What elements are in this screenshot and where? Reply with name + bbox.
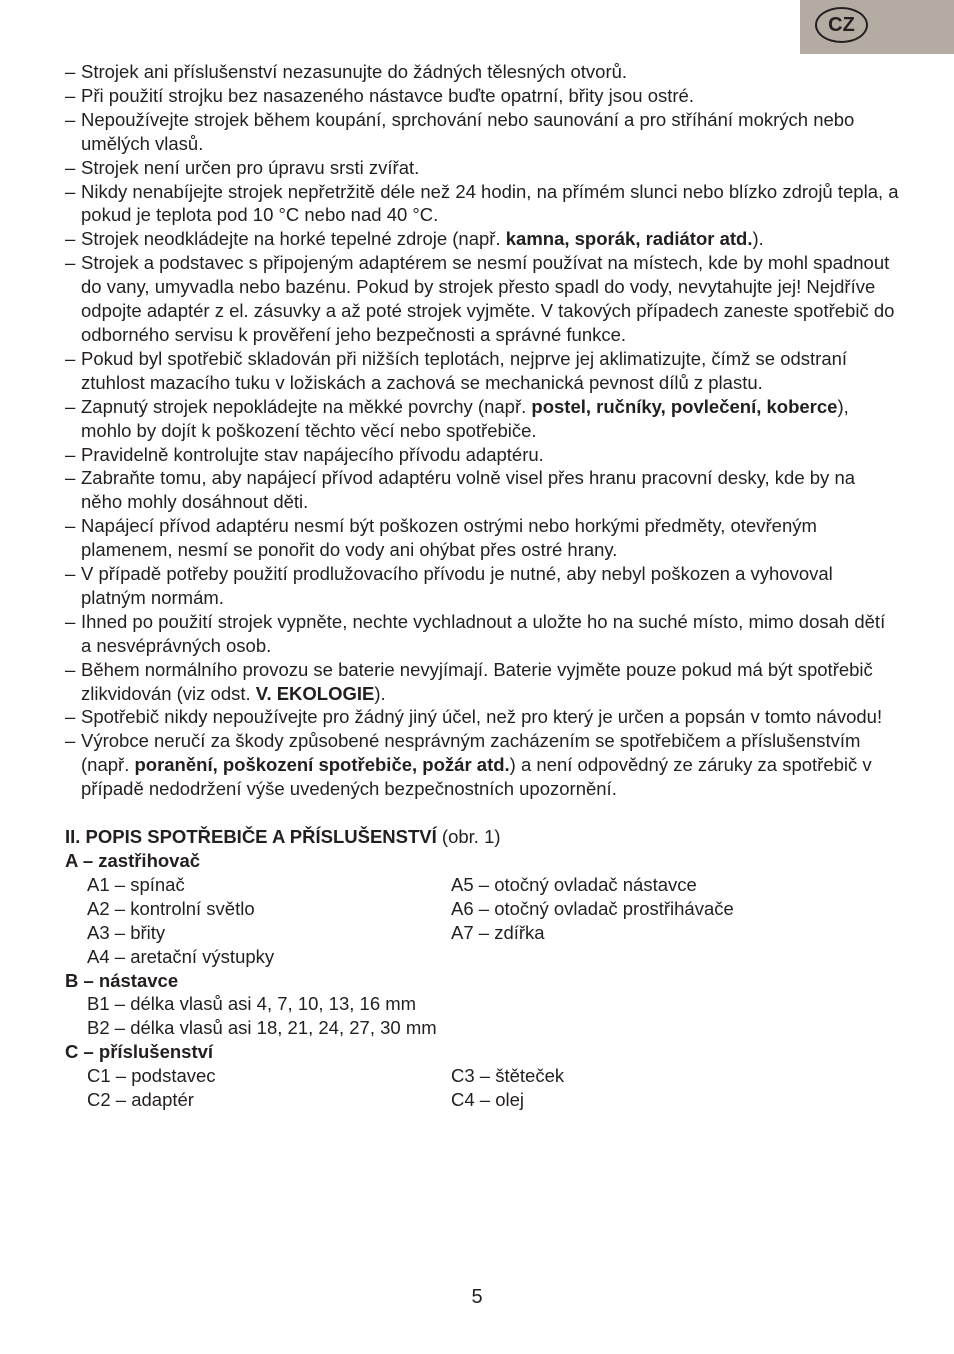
warning-item [65, 729, 900, 801]
group-items [87, 873, 900, 969]
part-item: A1 – spínač [87, 873, 185, 895]
warning-item [65, 443, 900, 467]
warning-text: Při použití strojku bez nasazeného nástavce buďte opatrní, břity jsou ostré. [81, 84, 694, 106]
part-item: B1 – délka vlasů asi 4, 7, 10, 13, 16 mm [87, 993, 417, 1015]
safety-warnings-list [65, 60, 900, 801]
warning-item [65, 395, 900, 443]
group-title: B – nástavce [65, 969, 179, 991]
warning-text: Strojek není určen pro úpravu srsti zvířat. [81, 156, 420, 178]
warning-item [65, 562, 900, 610]
list-dash: – [65, 467, 76, 489]
language-tab [800, 0, 954, 54]
warning-item [65, 108, 900, 156]
list-dash: – [65, 156, 76, 178]
list-dash: – [65, 515, 76, 537]
part-item: A5 – otočný ovladač nástavce [451, 873, 697, 895]
warning-item [65, 227, 900, 251]
part-item: A7 – zdířka [451, 921, 545, 943]
warning-item [65, 514, 900, 562]
part-item: C3 – štěteček [451, 1065, 565, 1087]
section-title-text: II. POPIS SPOTŘEBIČE A PŘÍSLUŠENSTVÍ [65, 826, 437, 848]
warning-text: Strojek ani příslušenství nezasunujte do žádných tělesných otvorů. [81, 61, 628, 82]
warning-text: Nepoužívejte strojek během koupání, sprchování nebo saunování a pro stříhání mokrých nebo umělých vlasů. [81, 108, 855, 154]
warning-item [65, 60, 900, 84]
warning-emphasis: V. EKOLOGIE [255, 682, 375, 704]
part-item: C4 – olej [451, 1089, 525, 1111]
warning-text: ), mohlo by dojít k poškození těchto věcí nebo spotřebiče. [81, 395, 849, 441]
list-dash: – [65, 443, 76, 465]
warning-text: Ihned po použití strojek vypněte, nechte vychladnout a uložte ho na suché místo, mimo dosah dětí a nesvéprávných osob. [81, 610, 886, 656]
warning-item [65, 466, 900, 514]
part-item: A2 – kontrolní světlo [87, 897, 255, 919]
list-dash: – [65, 347, 76, 369]
part-item: A3 – břity [87, 921, 166, 943]
warning-item [65, 84, 900, 108]
group-title: A – zastřihovač [65, 850, 201, 871]
language-badge: CZ [815, 7, 868, 43]
list-dash: – [65, 563, 76, 585]
warning-text: ) a není odpovědný ze záruky za spotřebič v případě nedodržení výše uvedených bezpečnostních upozornění. [81, 754, 872, 800]
warning-item [65, 610, 900, 658]
section-figure-ref: (obr. 1) [436, 826, 501, 848]
list-dash: – [65, 395, 76, 417]
warning-text: Pokud byl spotřebič skladován při nižších teplotách, nejprve jej aklimatizujte, čímž se odstraní ztuhlost mazacího tuku v ložiskách a zachová se mechanická pevnost dílů z plastu. [81, 347, 848, 393]
part-item: C1 – podstavec [87, 1065, 216, 1087]
list-dash: – [65, 84, 76, 106]
list-dash: – [65, 108, 76, 130]
group-items [87, 1064, 900, 1112]
list-dash: – [65, 706, 76, 728]
warning-text: ). [374, 682, 386, 704]
warning-item [65, 347, 900, 395]
warning-item [65, 156, 900, 180]
parts-description [65, 849, 900, 1112]
warning-text: ). [752, 228, 764, 250]
group-items [87, 992, 900, 1040]
page-number: 5 [471, 1286, 483, 1308]
warning-text: Spotřebič nikdy nepoužívejte pro žádný jiný účel, než pro který je určen a popsán v tomto návodu! [81, 706, 883, 728]
warning-text: Pravidelně kontrolujte stav napájecího přívodu adaptéru. [81, 443, 544, 465]
warning-text: Výrobce neručí za škody způsobené nesprávným zacházením se spotřebičem a příslušenstvím (např. [81, 730, 861, 776]
list-dash: – [65, 61, 76, 82]
list-dash: – [65, 228, 76, 250]
warning-emphasis: poranění, poškození spotřebiče, požár atd. [134, 754, 510, 776]
warning-text: Během normálního provozu se baterie nevyjímají. Baterie vyjměte pouze pokud má být spotřebič zlikvidován (viz odst. [81, 658, 873, 704]
list-dash: – [65, 730, 76, 752]
group-title: C – příslušenství [65, 1041, 214, 1063]
list-dash: – [65, 180, 76, 202]
section-title [65, 825, 900, 849]
warning-item [65, 705, 900, 729]
list-dash: – [65, 610, 76, 632]
warning-text: Strojek neodkládejte na horké tepelné zdroje (např. [81, 228, 506, 250]
part-item: A6 – otočný ovladač prostřihávače [451, 897, 734, 919]
document-body [65, 60, 900, 1112]
warning-emphasis: kamna, sporák, radiátor atd. [505, 228, 753, 250]
part-item: C2 – adaptér [87, 1089, 194, 1111]
part-item: B2 – délka vlasů asi 18, 21, 24, 27, 30 mm [87, 1017, 437, 1039]
warning-item [65, 251, 900, 347]
warning-text: Nikdy nenabíjejte strojek nepřetržitě déle než 24 hodin, na přímém slunci nebo blízko zdrojů tepla, a pokud je teplota pod 10 °C nebo nad 40 °C. [81, 180, 899, 226]
warning-text: Zapnutý strojek nepokládejte na měkké povrchy (např. [81, 395, 532, 417]
warning-text: Zabraňte tomu, aby napájecí přívod adaptéru volně visel přes hranu pracovní desky, kde by na něho mohly dosáhnout děti. [81, 467, 856, 513]
warning-text: Napájecí přívod adaptéru nesmí být poškozen ostrými nebo horkými předměty, otevřeným plamenem, nesmí se ponořit do vody ani ohýbat přes ostré hrany. [81, 515, 817, 561]
warning-emphasis: postel, ručníky, povlečení, koberce [531, 395, 838, 417]
list-dash: – [65, 252, 76, 274]
warning-item [65, 180, 900, 228]
part-item: A4 – aretační výstupky [87, 945, 275, 967]
warning-text: Strojek a podstavec s připojeným adaptérem se nesmí používat na místech, kde by mohl spadnout do vany, umyvadla nebo bazénu. Pokud by strojek přesto spadl do vody, nevytahujte jej! Nejdříve odpojte adaptér z el. zásuvky a až poté strojek vyjměte. V takových případech zaneste spotřebič do odborného servisu k prověření jeho bezpečnosti a správné funkce. [81, 252, 895, 345]
list-dash: – [65, 658, 76, 680]
warning-text: V případě potřeby použití prodlužovacího přívodu je nutné, aby nebyl poškozen a vyhovoval platným normám. [81, 563, 833, 608]
warning-item [65, 658, 900, 706]
